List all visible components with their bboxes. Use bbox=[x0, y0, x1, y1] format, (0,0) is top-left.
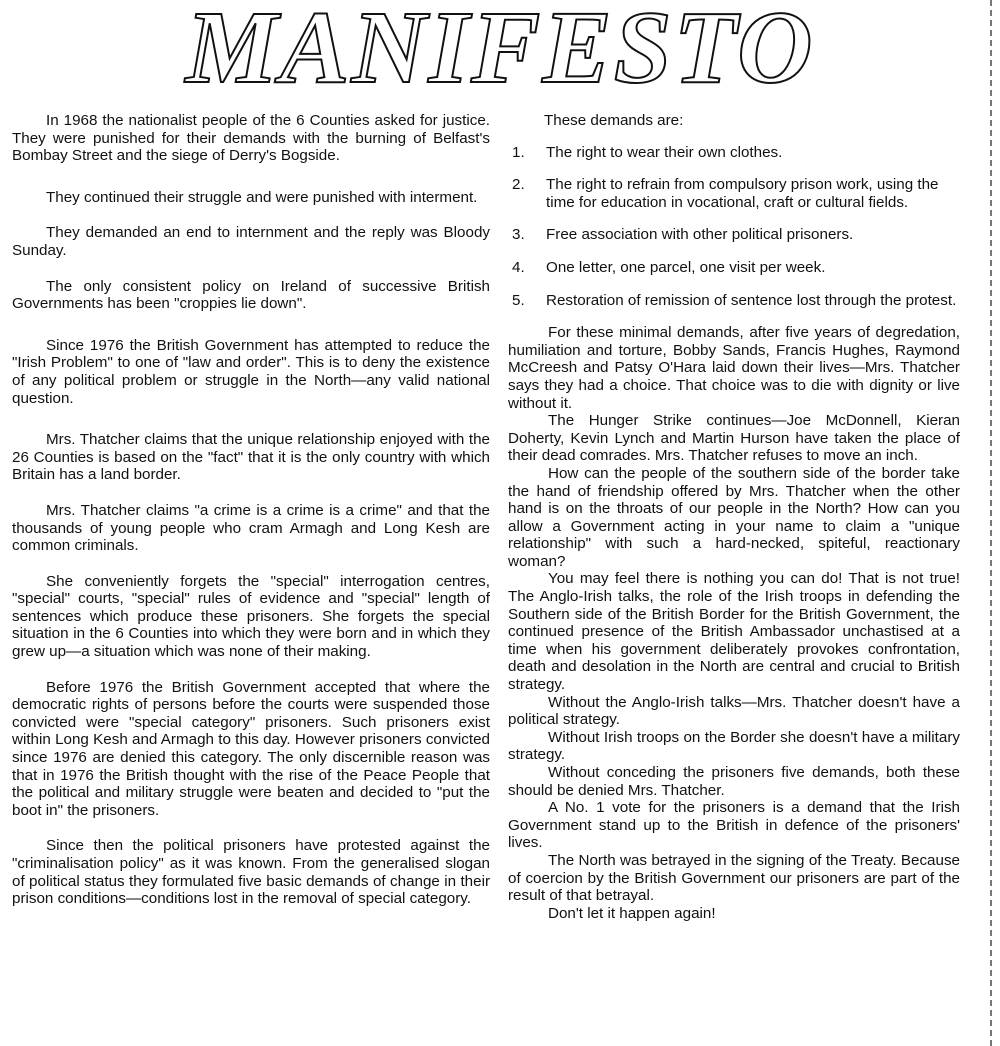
paragraph: Without Irish troops on the Border she doesn't have a military strategy. bbox=[508, 728, 960, 764]
paragraph: Without conceding the prisoners five demands, both these should be denied Mrs. Thatcher. bbox=[508, 764, 960, 799]
demand-item bbox=[508, 259, 960, 277]
demand-item bbox=[508, 226, 960, 244]
paragraph: In 1968 the nationalist people of the 6 Counties asked for justice. They were punished for their demands with the burning of Belfast's Bombay Street and the siege of Derry's Bogside. bbox=[12, 112, 490, 165]
demand-number: 3. bbox=[512, 226, 525, 244]
paragraph: They demanded an end to internment and the reply was Bloody Sunday. bbox=[12, 224, 490, 259]
demand-text: The right to wear their own clothes. bbox=[546, 143, 783, 161]
paragraph: They continued their struggle and were punished with interment. bbox=[46, 188, 478, 206]
demand-text: One letter, one parcel, one visit per week. bbox=[546, 258, 826, 276]
manifesto-title: MANIFESTO bbox=[0, 0, 1000, 102]
demand-number: 4. bbox=[512, 258, 525, 276]
paragraph: The North was betrayed in the signing of the Treaty. Because of coercion by the British Government our prisoners are part of the result of that betrayal. bbox=[508, 851, 960, 905]
demand-item bbox=[508, 144, 960, 162]
paragraph: Don't let it happen again! bbox=[548, 904, 716, 922]
paragraph: She conveniently forgets the "special" interrogation centres, "special" courts, "special" rules of evidence and "special" length of sentences which produce these prisoners. She forgets the special situation in the 6 Counties into which they were born and in which they grew up—a situation which was none of their making. bbox=[12, 572, 490, 661]
paragraph: The only consistent policy on Ireland of successive British Governments has been "croppies lie down". bbox=[12, 277, 490, 313]
paragraph: A No. 1 vote for the prisoners is a demand that the Irish Government stand up to the British in defence of the prisoners' lives. bbox=[508, 799, 960, 852]
demand-number: 5. bbox=[512, 291, 525, 309]
paragraph: How can the people of the southern side of the border take the hand of friendship offered by Mrs. Thatcher when the other hand is on the throats of our people in the North? How can you allow a Government acting in your name to claim a "unique relationship" with such a hard-necked, spiteful, reactionary woman? bbox=[508, 464, 960, 570]
paragraph: Before 1976 the British Government accepted that where the democratic rights of persons before the courts were suspended those convicted were "special category" prisoners. Such prisoners exist within Long Kesh and Armagh to this day. However prisoners convicted since 1976 are denied this category. The only discernible reason was that in 1976 the British thought with the rise of the Peace People that the political and military struggle were beaten and decided to "put the boot in" the prisoners. bbox=[12, 678, 490, 819]
demand-item bbox=[508, 292, 960, 310]
page-edge-divider bbox=[990, 0, 994, 1046]
paragraph: Mrs. Thatcher claims that the unique relationship enjoyed with the 26 Counties is based on the "fact" that it is the only country with which Britain has a land border. bbox=[12, 431, 490, 484]
demands-intro: These demands are: bbox=[544, 112, 684, 129]
paragraph: Since then the political prisoners have protested against the "criminalisation policy" as it was known. From the generalised slogan of political status they formulated five basic demands of change in their prison conditions—conditions lost in the removal of special category. bbox=[12, 837, 490, 908]
demands-list bbox=[508, 144, 960, 310]
paragraph: Without the Anglo-Irish talks—Mrs. Thatcher doesn't have a political strategy. bbox=[508, 693, 960, 729]
demand-number: 1. bbox=[512, 143, 525, 161]
right-column bbox=[508, 112, 960, 922]
paragraph: You may feel there is nothing you can do! That is not true! The Anglo-Irish talks, the role of the Irish troops in defending the Southern side of the British Border for the British Government, the continued presence of the British Ambassador unchastised at a time when his government deliberately provokes confrontation, death and desolation in the North are central and crucial to British strategy. bbox=[508, 570, 960, 694]
demand-text: Restoration of remission of sentence lost through the protest. bbox=[546, 291, 957, 309]
paragraph: Mrs. Thatcher claims "a crime is a crime is a crime" and that the thousands of young people who cram Armagh and Long Kesh are common criminals. bbox=[12, 501, 490, 555]
left-column bbox=[12, 112, 490, 926]
paragraph: Since 1976 the British Government has attempted to reduce the "Irish Problem" to one of "law and order". This is to deny the existence of any political problem or struggle in the North—any valid national question. bbox=[12, 336, 490, 407]
demand-text: The right to refrain from compulsory prison work, using the time for education in vocational, craft or cultural fields. bbox=[546, 176, 939, 211]
paragraph: The Hunger Strike continues—Joe McDonnell, Kieran Doherty, Kevin Lynch and Martin Hurson have taken the place of their dead comrades. Mrs. Thatcher refuses to move an inch. bbox=[508, 412, 960, 465]
demand-number: 2. bbox=[512, 176, 525, 194]
paragraph: For these minimal demands, after five years of degredation, humiliation and torture, Bobby Sands, Francis Hughes, Raymond McCreesh and Patsy O'Hara laid down their lives—Mrs. Thatcher says they had a choice. That choice was to die with dignity or live without it. bbox=[508, 324, 960, 412]
demand-item bbox=[508, 176, 960, 211]
demand-text: Free association with other political prisoners. bbox=[546, 226, 854, 244]
